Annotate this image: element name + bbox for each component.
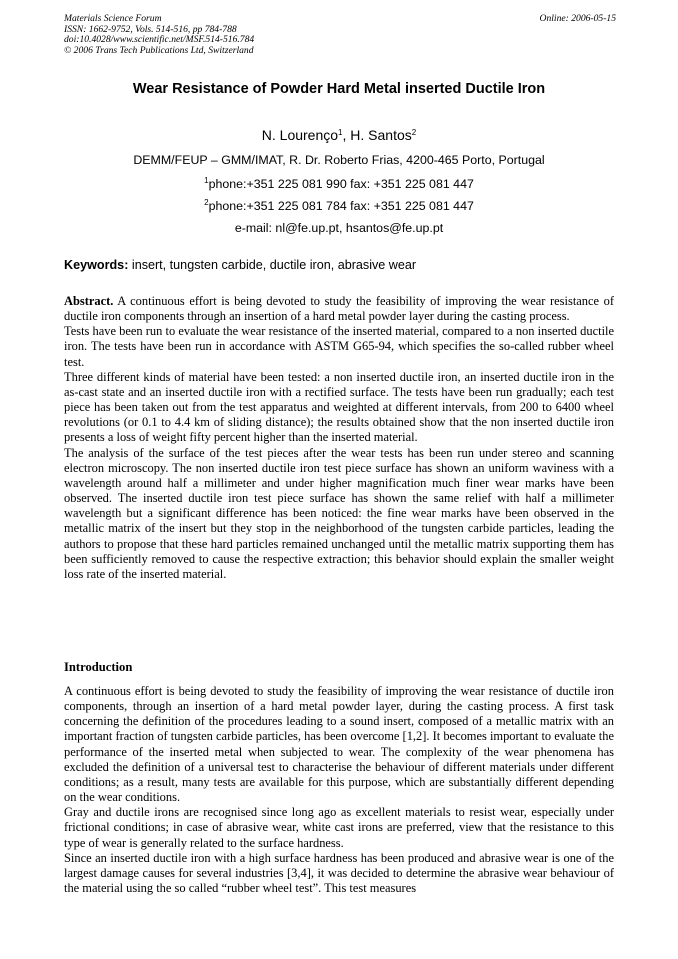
author-1: N. Lourenço xyxy=(261,127,339,143)
section-heading-introduction: Introduction xyxy=(64,660,133,674)
intro-paragraph-1: A continuous effort is being devoted to study the feasibility of improving the wear resistance of ductile iron components, through an insertion of a hard metal powder layer, during the casting process. A first task concerning the definition of the procedures leading to a sound insert, composed of a metallic matrix with an important fraction of tungsten carbide particles, has been overcome [1,2]. It becomes important to evaluate the performance of the inserted metal when subjected to wear. The complexity of the wear phenomena has excluded the definition of a universal test to characterise the behaviour of different materials under different conditions; as a result, many tests are available for this purpose, which are substantially different depending on the wear conditions. xyxy=(64,684,614,805)
author-line xyxy=(0,127,678,143)
contact-1-mark: 1 xyxy=(204,176,209,185)
abstract-paragraph-3: Three different kinds of material have been tested: a non inserted ductile iron, an inserted ductile iron in the as-cast state and an inserted ductile iron with a rectified surface. The tests have been run gradually; each test piece has been taken out from the test apparatus and weighted at different intervals, from 200 to 6400 wheel revolutions (or 0.1 to 4.4 km of sliding distance); the results obtained show that the non inserted ductile iron presents a loss of weight fifty percent higher than the inserted material. xyxy=(64,369,614,445)
author-2-affil-mark: 2 xyxy=(411,128,417,137)
journal-name: Materials Science Forum xyxy=(64,13,162,24)
author-separator: , xyxy=(342,127,351,143)
abstract-paragraph-4: The analysis of the surface of the test pieces after the wear tests has been run under stereo and scanning electron microscopy. The non inserted ductile iron test piece surface has shown an uniform waviness with a wavelength around half a millimeter and under higher magnification much finer wear marks have been observed. The inserted ductile iron test piece surface has shown the same relief with half a millimeter wavelength but a significant difference has been noticed: the fine wear marks have been observed in the metallic matrix of the insert but they stop in the neighborhood of the tungsten carbide particles, leading the authors to propose that these hard particles remained unchanged until the metallic matrix supporting them has been sufficiently removed to cause the respective extraction; this behavior should explain the smaller weight loss rate of the inserted material. xyxy=(64,445,614,581)
keywords-label: Keywords: xyxy=(64,258,129,272)
abstract xyxy=(64,294,614,582)
email-line: e-mail: nl@fe.up.pt, hsantos@fe.up.pt xyxy=(234,221,444,235)
copyright: © 2006 Trans Tech Publications Ltd, Switzerland xyxy=(64,44,254,56)
abstract-p1-text: A continuous effort is being devoted to study the feasibility of improving the wear resistance of ductile iron components through an insertion of a hard metal powder layer during the casting process. xyxy=(64,294,614,324)
intro-paragraph-2: Gray and ductile irons are recognised since long ago as excellent materials to resist wear, especially under frictional conditions; in case of abrasive wear, white cast irons are preferred, view that the resistance to this type of wear is generally related to the surface hardness. xyxy=(64,805,614,850)
abstract-paragraph-1 xyxy=(64,294,614,324)
abstract-label: Abstract. xyxy=(64,294,114,308)
affiliation: DEMM/FEUP – GMM/IMAT, R. Dr. Roberto Frias, 4200-465 Porto, Portugal xyxy=(133,153,545,167)
keywords-text: insert, tungsten carbide, ductile iron, abrasive wear xyxy=(128,258,417,272)
online-date: Online: 2006-05-15 xyxy=(539,13,616,24)
journal-header xyxy=(64,14,616,56)
contact-2-mark: 2 xyxy=(204,198,209,207)
contact-1-text: phone:+351 225 081 990 fax: +351 225 081 447 xyxy=(208,177,474,191)
keywords xyxy=(64,258,416,272)
author-1-affil-mark: 1 xyxy=(338,128,343,137)
paper-title: Wear Resistance of Powder Hard Metal inserted Ductile Iron xyxy=(132,81,546,97)
author-2: H. Santos xyxy=(350,127,412,143)
intro-paragraph-3: Since an inserted ductile iron with a high surface hardness has been produced and abrasive wear is one of the largest damage causes for several industries [3,4], it was decided to determine the abrasive wear behaviour of the material using the so called “rubber wheel test”. This test measures xyxy=(64,850,614,896)
introduction-body xyxy=(64,684,614,896)
contact-2-text: phone:+351 225 081 784 fax: +351 225 081 447 xyxy=(208,199,474,213)
issn: ISSN: 1662-9752, Vols. 514-516, pp 784-788 xyxy=(64,23,237,35)
contact-2 xyxy=(0,199,678,213)
doi: doi:10.4028/www.scientific.net/MSF.514-516.784 xyxy=(64,34,255,46)
contact-1 xyxy=(0,177,678,191)
abstract-paragraph-2: Tests have been run to evaluate the wear resistance of the inserted material, compared to a non inserted ductile iron. The tests have been run in accordance with ASTM G65-94, which specifies the so-called rubber wheel test. xyxy=(64,324,614,369)
